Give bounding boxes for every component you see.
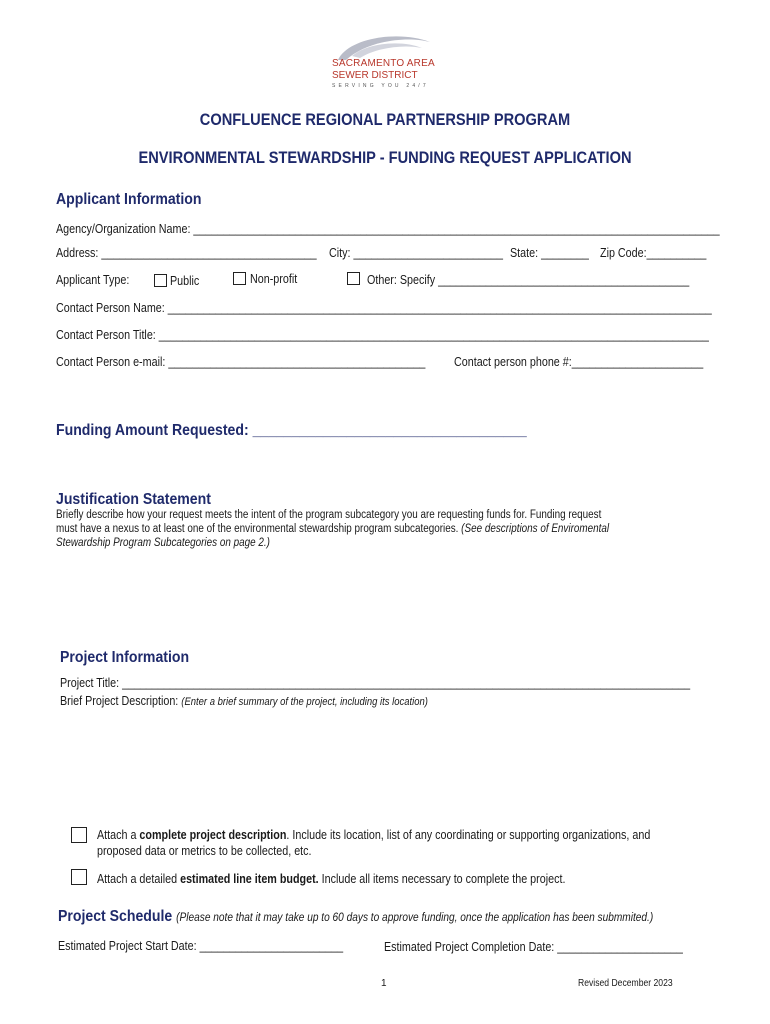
city-field[interactable]: City: _________________________ bbox=[329, 246, 503, 260]
attach-description-text: Attach a complete project description. Include its location, list of any coordinating or supporting organizations, and bbox=[97, 828, 651, 842]
start-date-field[interactable]: Estimated Project Start Date: ________________________ bbox=[58, 939, 344, 953]
district-logo bbox=[318, 30, 458, 94]
applicant-type-label: Applicant Type: bbox=[56, 273, 130, 287]
nonprofit-label: Non-profit bbox=[250, 272, 298, 286]
contact-email-field[interactable]: Contact Person e-mail: ___________________________________________ bbox=[56, 355, 426, 369]
schedule-heading: Project Schedule bbox=[58, 908, 173, 925]
other-checkbox[interactable] bbox=[347, 272, 360, 285]
program-title: CONFLUENCE REGIONAL PARTNERSHIP PROGRAM bbox=[199, 110, 571, 129]
completion-date-field[interactable]: Estimated Project Completion Date: _____________________ bbox=[384, 940, 683, 954]
funding-amount-field[interactable]: Funding Amount Requested: ___________________________________ bbox=[56, 422, 527, 439]
attach-budget-text: Attach a detailed estimated line item budget. Include all items necessary to complete the project. bbox=[97, 872, 566, 886]
logo-tagline: SERVING YOU 24/7 bbox=[332, 83, 429, 89]
application-title: ENVIRONMENTAL STEWARDSHIP - FUNDING REQUEST APPLICATION bbox=[138, 148, 632, 167]
contact-title-field[interactable]: Contact Person Title: ____________________________________________________________________________________________ bbox=[56, 328, 709, 342]
org-name-field[interactable]: Agency/Organization Name: ________________________________________________________________________________________ bbox=[56, 222, 720, 236]
justification-line2: must have a nexus to at least one of the environmental stewardship program subcategories. (See descriptions of Enviromental bbox=[56, 523, 610, 535]
contact-name-field[interactable]: Contact Person Name: ___________________________________________________________________________________________ bbox=[56, 301, 712, 315]
justification-line1: Briefly describe how your request meets the intent of the program subcategory you are requesting funds for. Funding request bbox=[56, 509, 602, 521]
justification-heading: Justification Statement bbox=[56, 491, 211, 508]
zip-field[interactable]: Zip Code:__________ bbox=[600, 246, 707, 260]
attach-budget-checkbox[interactable] bbox=[71, 869, 87, 885]
project-title-field[interactable]: Project Title: _______________________________________________________________________________________________ bbox=[60, 676, 691, 690]
attach-description-checkbox[interactable] bbox=[71, 827, 87, 843]
nonprofit-checkbox[interactable] bbox=[233, 272, 246, 285]
justification-line3: Stewardship Program Subcategories on page 2.) bbox=[56, 537, 270, 549]
other-specify-field[interactable]: Other: Specify __________________________________________ bbox=[367, 273, 690, 287]
schedule-heading-row bbox=[58, 908, 653, 926]
page-number: 1 bbox=[381, 978, 387, 989]
logo-line2: SEWER DISTRICT bbox=[332, 70, 418, 81]
public-checkbox[interactable] bbox=[154, 274, 167, 287]
public-label: Public bbox=[170, 274, 200, 288]
state-field[interactable]: State: ________ bbox=[510, 246, 589, 260]
address-field[interactable]: Address: ____________________________________ bbox=[56, 246, 317, 260]
project-heading: Project Information bbox=[60, 649, 190, 666]
revised-date: Revised December 2023 bbox=[578, 978, 673, 989]
project-description-field[interactable]: Brief Project Description: (Enter a brief summary of the project, including its location) bbox=[60, 694, 428, 708]
contact-phone-field[interactable]: Contact person phone #:______________________ bbox=[454, 355, 704, 369]
schedule-note: (Please note that it may take up to 60 days to approve funding, once the application has been submmited.) bbox=[176, 912, 654, 924]
logo-line1: SACRAMENTO AREA bbox=[332, 58, 435, 69]
applicant-heading: Applicant Information bbox=[56, 191, 202, 208]
attach-description-text-2: proposed data or metrics to be collected, etc. bbox=[97, 844, 312, 858]
